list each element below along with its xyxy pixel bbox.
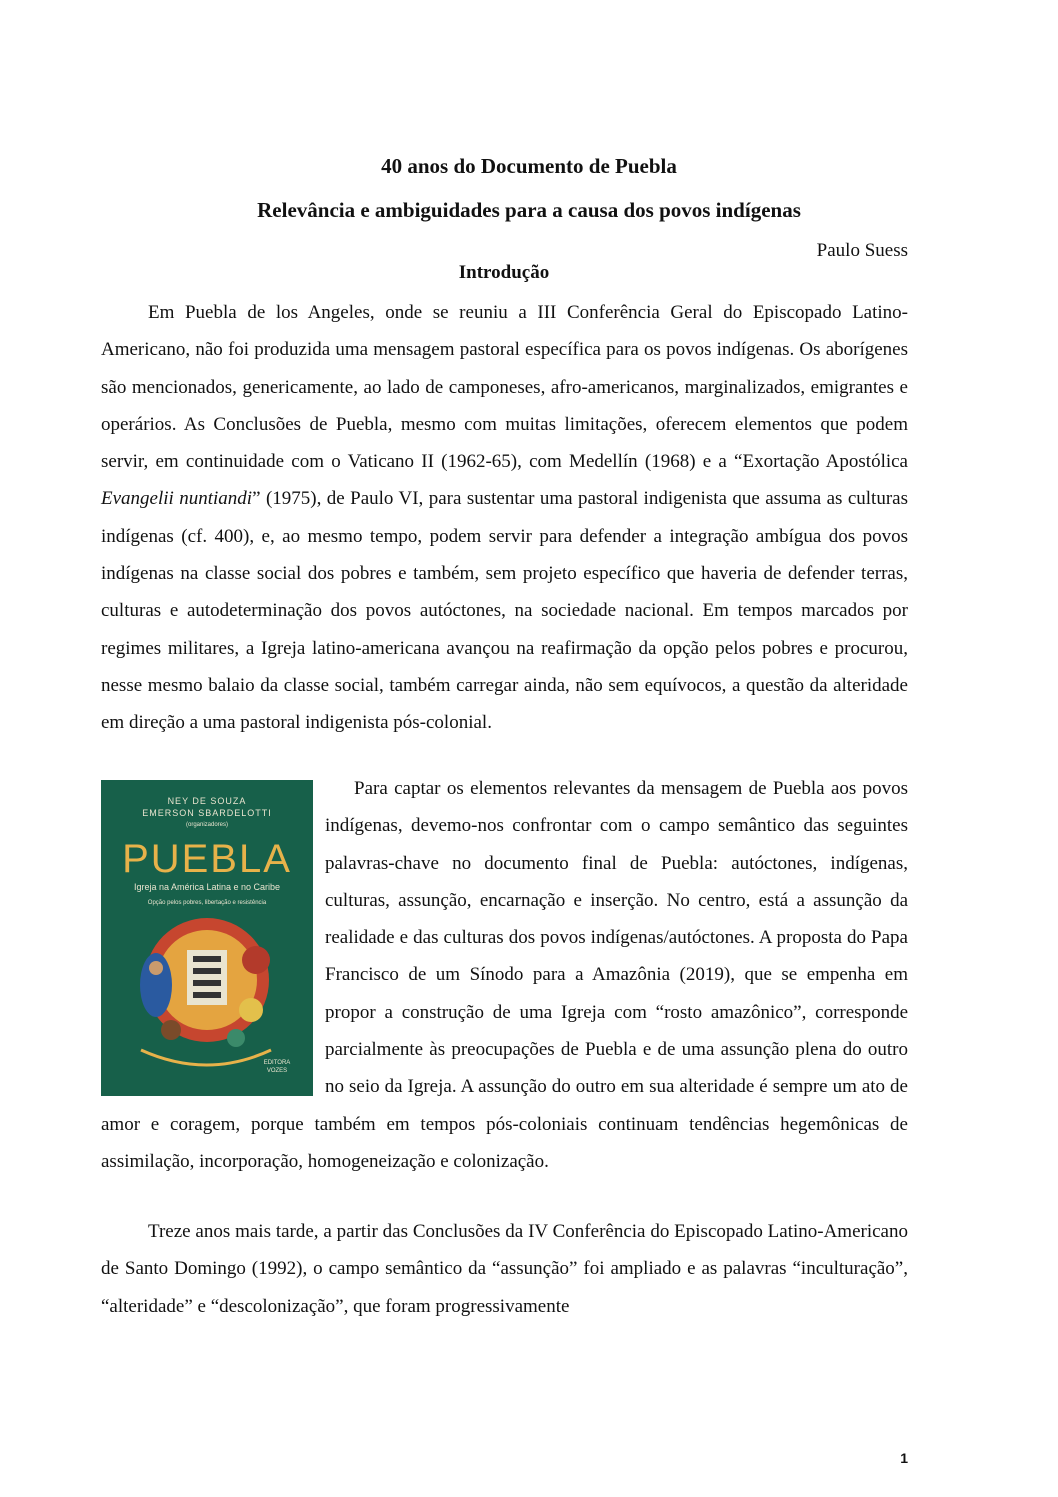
paragraph-2-block [101,770,908,1180]
cover-subtitle: Igreja na América Latina e no Caribe [133,882,281,892]
cover-role: (organizadores) [185,822,229,828]
paragraph-1 [101,294,908,742]
cover-publisher-2: VOZES [266,1068,288,1074]
cover-title: PUEBLA [122,837,292,881]
document-title: 40 anos do Documento de Puebla [381,154,677,178]
paragraph-1-text-b: ” (1975), de Paulo VI, para sustentar uma pastoral indigenista que assuma as culturas indígenas (cf. 400), e, ao mesmo tempo, podem servir para defender a integração ambígua dos povos indígenas na classe social dos pobres e também, sem projeto específico que haveria de defender terras, culturas e autodeterminação dos povos autóctones, na sociedade nacional. Em tempos marcados por regimes militares, a Igreja latino-americana avançou na reafirmação da opção pelos pobres e procurou, nesse mesmo balaio da classe social, também carregar ainda, não sem equívocos, a questão da alteridade em direção a uma pastoral indigenista pós-colonial. [101,488,908,734]
paragraph-2: Para captar os elementos relevantes da mensagem de Puebla aos povos indígenas, devemo-nos confrontar com o campo semântico das seguintes palavras-chave no documento final de Puebla: autóctones, indígenas, culturas, assunção, encarnação e inserção. No centro, está a assunção da realidade e das culturas dos povos indígenas/autóctones. A proposta do Papa Francisco de um Sínodo para a Amazônia (2019), que se empenha em propor a construção de uma Igreja com “rosto amazônico”, corresponde parcialmente às preocupações de Puebla e de uma assunção plena do outro no seio da Igreja. A assunção do outro em sua alteridade é sempre um ato de amor e coragem, porque também em tempos pós-coloniais continuam tendências hegemônicas de assimilação, incorporação, homogeneização e colonização. [101,778,908,1172]
book-cover-image [101,780,313,1096]
document-subtitle: Relevância e ambiguidades para a causa dos povos indígenas [257,198,801,222]
section-heading: Introdução [458,262,550,283]
paragraph-3: Treze anos mais tarde, a partir das Conclusões da IV Conferência do Episcopado Latino-Americano de Santo Domingo (1992), o campo semântico da “assunção” foi ampliado e as palavras “inculturação”, “alteridade” e “descolonização”, que foram progressivamente [101,1221,908,1317]
author-name: Paulo Suess [816,240,908,261]
paragraph-1-italic-title: Evangelii nuntiandi [101,488,253,510]
cover-author-2: EMERSON SBARDELOTTI [142,808,272,818]
page-number: 1 [900,1450,908,1466]
cover-author-1: NEY DE SOUZA [167,796,247,806]
paragraph-1-text-a: Em Puebla de los Angeles, onde se reuniu a III Conferência Geral do Episcopado Latino-Americano, não foi produzida uma mensagem pastoral específica para os povos indígenas. Os aborígenes são mencionados, genericamente, ao lado de camponeses, afro-americanos, marginalizados, emigrantes e operários. As Conclusões de Puebla, mesmo com muitas limitações, oferecem elementos que podem servir, em continuidade com o Vaticano II (1962-65), com Medellín (1968) e a “Exortação Apostólica [101,302,908,473]
cover-publisher-1: EDITORA [263,1060,291,1066]
cover-tagline: Opção pelos pobres, libertação e resistência [147,900,267,906]
